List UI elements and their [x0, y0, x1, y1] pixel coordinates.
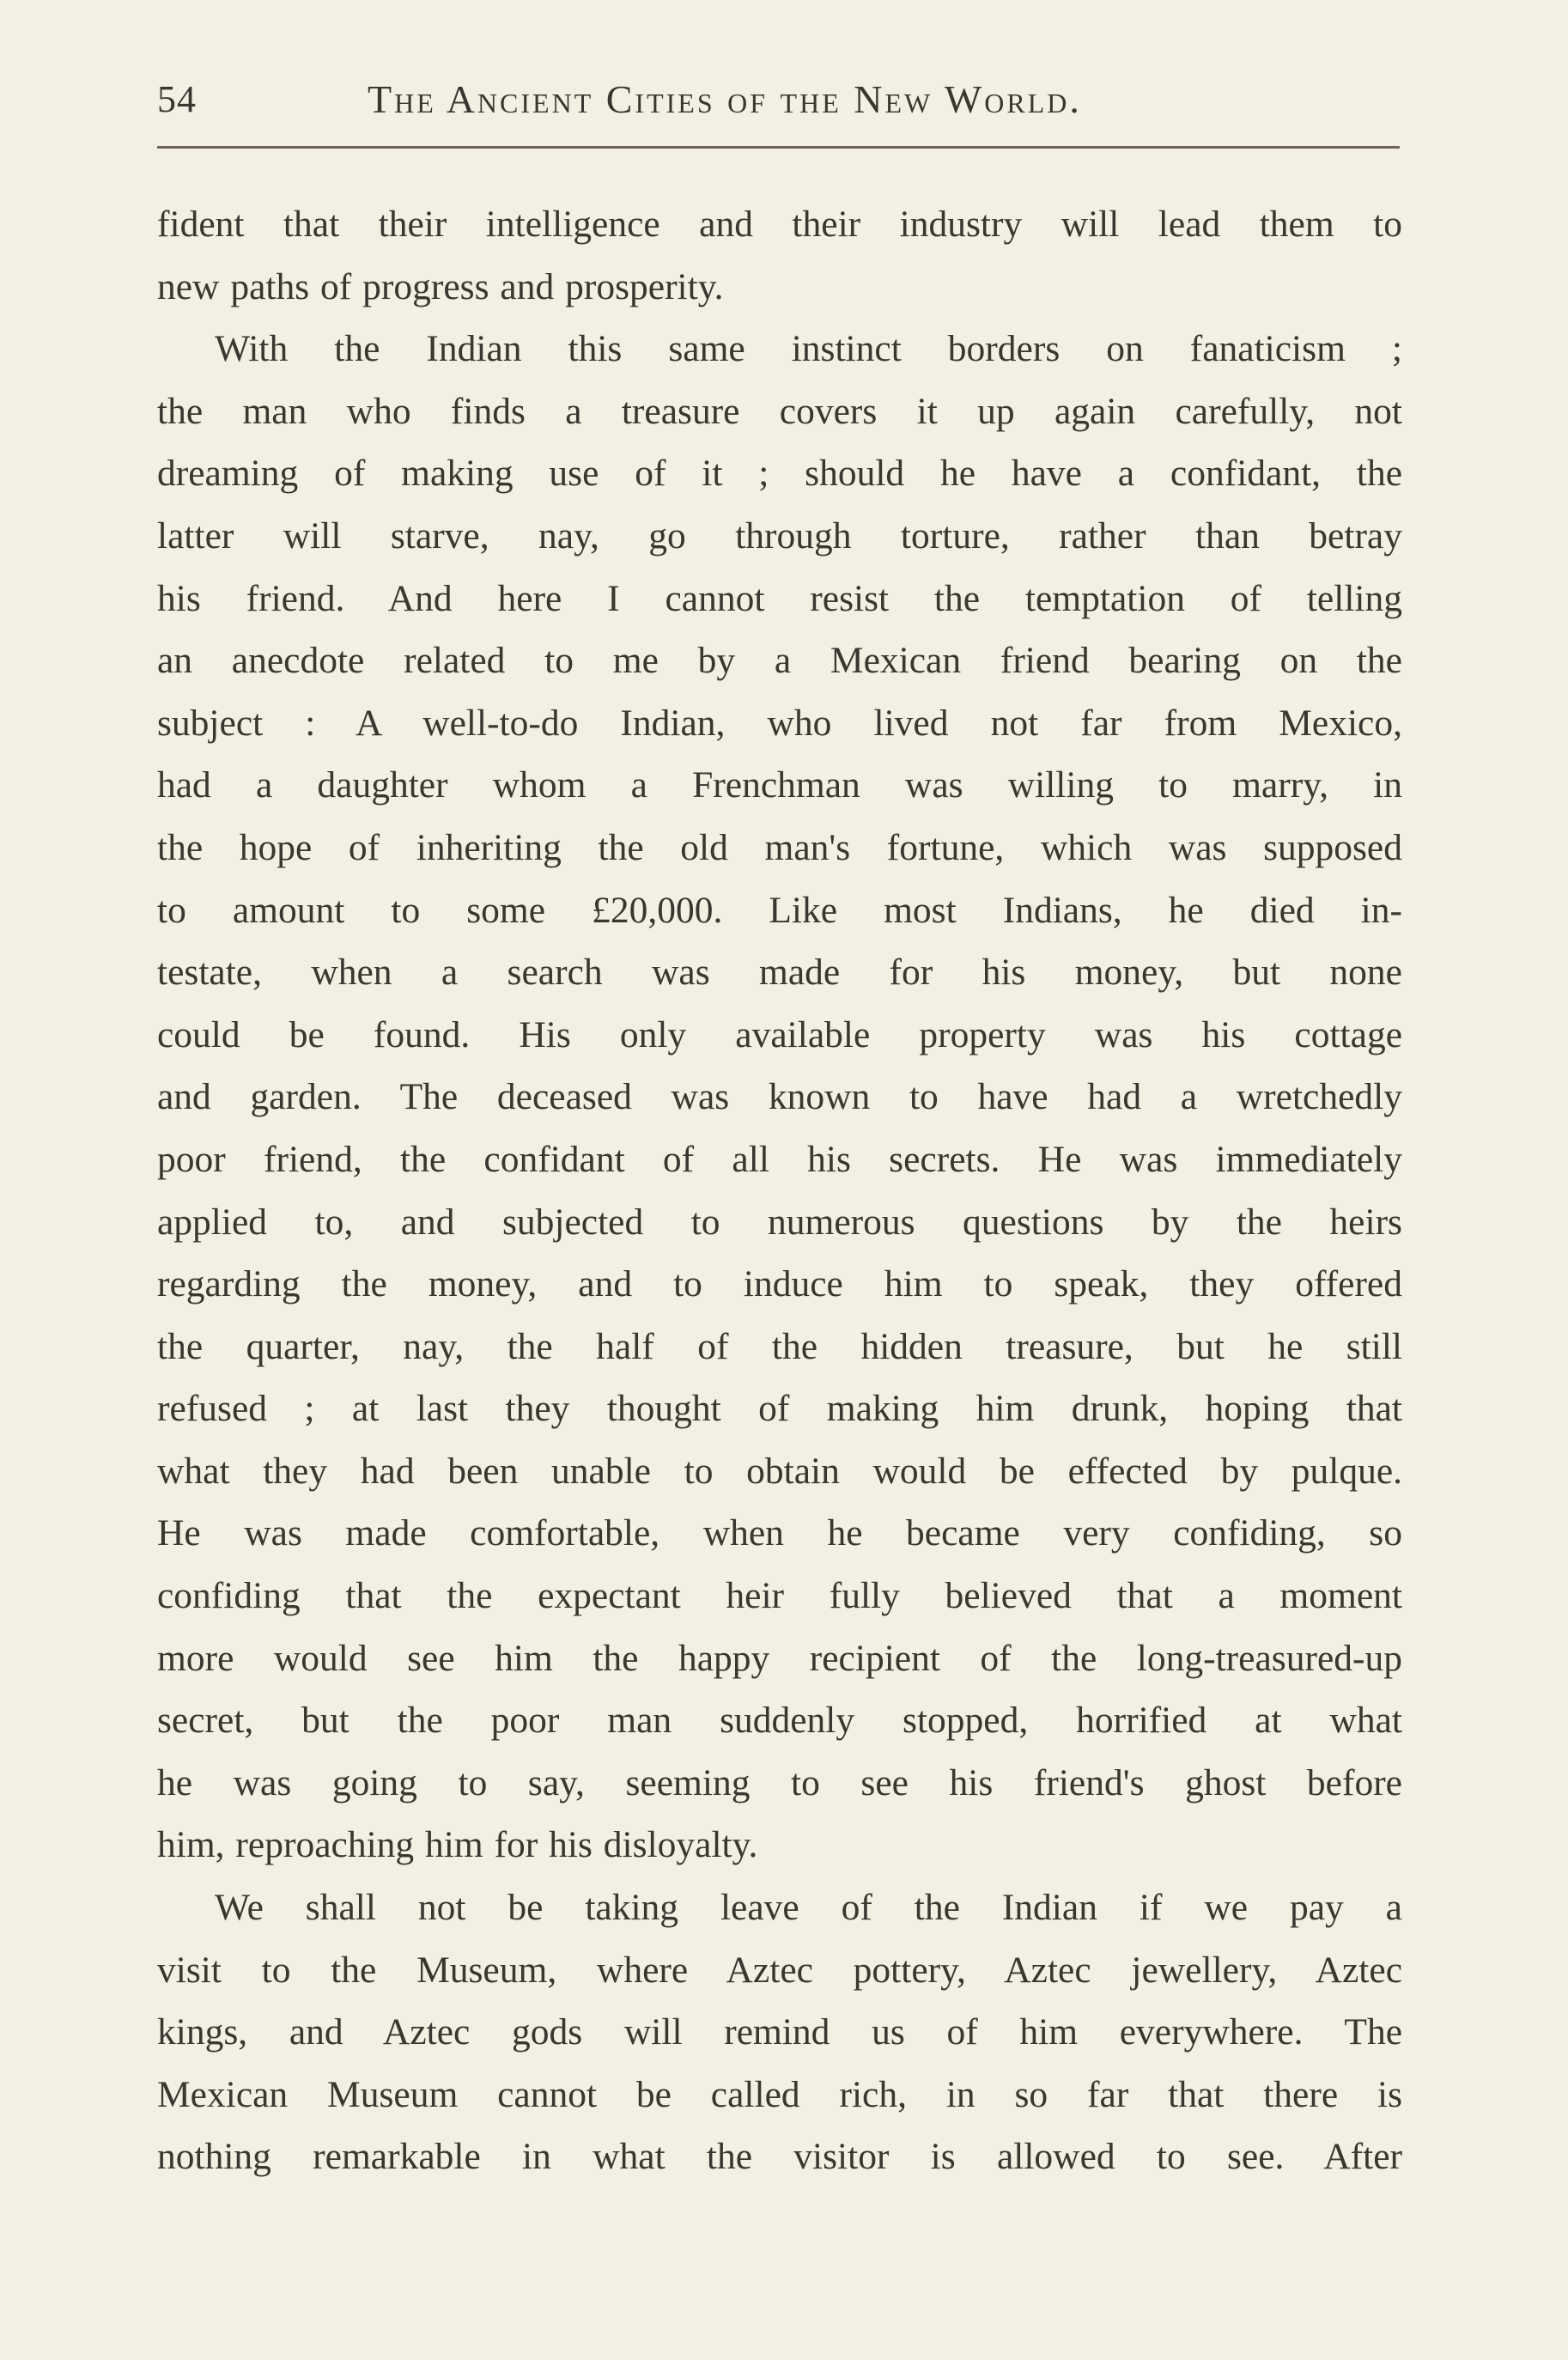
text-line: him, reproaching him for his disloyalty. [157, 1824, 758, 1866]
text-line: new paths of progress and prosperity. [157, 265, 724, 307]
text-line: subject : A well-to-do Indian, who lived not far from Mexico, [157, 702, 1402, 744]
text-line: an anecdote related to me by a Mexican friend bearing on the [157, 640, 1402, 682]
page-number: 54 [157, 78, 197, 120]
text-line: nothing remarkable in what the visitor is allowed to see. After [157, 2136, 1402, 2178]
text-line: refused ; at last they thought of making him drunk, hoping that [157, 1388, 1402, 1430]
text-line: to amount to some £20,000. Like most Indians, he died in- [157, 889, 1402, 931]
header-rule [157, 146, 1400, 149]
text-line: He was made comfortable, when he became very confiding, so [157, 1512, 1402, 1554]
running-title: The Ancient Cities of the New World. [368, 77, 1082, 121]
text-line: kings, and Aztec gods will remind us of him everywhere. The [157, 2011, 1402, 2053]
text-line: regarding the money, and to induce him to speak, they offered [157, 1263, 1402, 1305]
text-line: Mexican Museum cannot be called rich, in so far that there is [157, 2073, 1402, 2115]
text-line: he was going to say, seeming to see his friend's ghost before [157, 1761, 1402, 1803]
text-line: With the Indian this same instinct borders on fanaticism ; [215, 328, 1402, 370]
text-line: the hope of inheriting the old man's fortune, which was supposed [157, 826, 1402, 868]
text-line: visit to the Museum, where Aztec pottery, Aztec jewellery, Aztec [157, 1949, 1402, 1991]
text-line: the man who finds a treasure covers it up again carefully, not [157, 390, 1402, 432]
text-line: fident that their intelligence and their industry will lead them to [157, 204, 1402, 245]
text-line: had a daughter whom a Frenchman was willing to marry, in [157, 764, 1402, 806]
text-line: latter will starve, nay, go through torture, rather than betray [157, 514, 1402, 557]
text-line: his friend. And here I cannot resist the temptation of telling [157, 577, 1402, 619]
text-line: and garden. The deceased was known to have had a wretchedly [157, 1076, 1402, 1118]
text-line: the quarter, nay, the half of the hidden treasure, but he still [157, 1325, 1402, 1367]
text-line: confiding that the expectant heir fully believed that a moment [157, 1575, 1402, 1617]
text-line: applied to, and subjected to numerous questions by the heirs [157, 1201, 1402, 1243]
text-line: more would see him the happy recipient of the long-treasured-up [157, 1637, 1402, 1679]
text-line: We shall not be taking leave of the Indian if we pay a [215, 1887, 1402, 1929]
text-line: poor friend, the confidant of all his secrets. He was immediately [157, 1138, 1402, 1180]
text-line: dreaming of making use of it ; should he have a confidant, the [157, 453, 1402, 495]
text-line: what they had been unable to obtain would be effected by pulque. [157, 1450, 1402, 1492]
text-line: secret, but the poor man suddenly stopped, horrified at what [157, 1700, 1402, 1742]
text-line: could be found. His only available property was his cottage [157, 1013, 1402, 1055]
body-text [157, 193, 1402, 2188]
text-line: testate, when a search was made for his money, but none [157, 952, 1402, 994]
running-head [157, 74, 1400, 125]
